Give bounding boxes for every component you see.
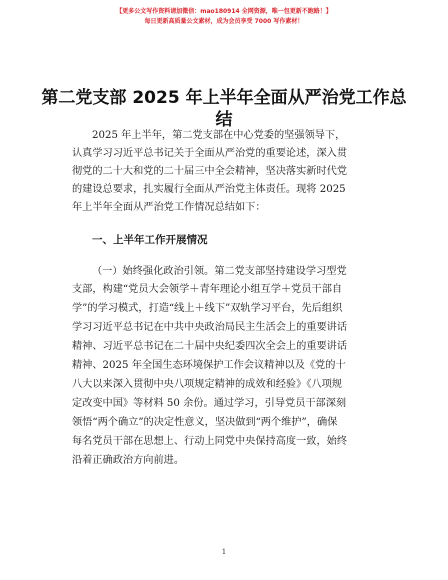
- body-line: 沿着正确政治方向前进。: [72, 455, 185, 466]
- body-line: 精神、习近平总书记在二十届中央纪委四次全会上的重要讲话: [72, 341, 348, 352]
- body-line: 2025 年上半年，第二党支部在中心党委的坚强领导下，: [92, 130, 346, 141]
- body-line: 学习习近平总书记在中共中央政治局民主生活会上的重要讲话: [72, 322, 348, 333]
- promo-banner-line-2: 每日更新高质量公文素材，成为会员享受 7000 写作素材！: [144, 18, 304, 25]
- body-line: 认真学习习近平总书记关于全面从严治党的重要论述，深入贯: [72, 148, 348, 159]
- body-line: 的建设总要求，扎实履行全面从严治党主体责任。现将 2025: [72, 184, 346, 195]
- body-line: 学”的学习模式，打造“线上＋线下”双轨学习平台，先后组织: [72, 303, 343, 314]
- body-line: 年上半年全面从严治党工作情况总结如下：: [72, 202, 266, 213]
- document-title-line-2: 结: [215, 110, 233, 130]
- body-line: 精神、2025 年全国生态环境保护工作会议精神以及《党的十: [72, 360, 346, 371]
- body-line: 每名党员干部在思想上、行动上同党中央保持高度一致，始终: [72, 436, 348, 447]
- body-line: 彻党的二十大和党的二十届三中全会精神，坚决落实新时代党: [72, 166, 348, 177]
- promo-banner-line-1: 【更多公文写作资料请加微信：mao180914 全网资源，唯一包更新不跑路！】: [116, 8, 332, 15]
- section-heading: 一、上半年工作开展情况: [92, 234, 208, 246]
- document-title-line-1: 第二党支部 2025 年上半年全面从严治党工作总: [41, 88, 407, 108]
- body-line: 八大以来深入贯彻中央八项规定精神的成效和经验》《八项规: [72, 379, 342, 390]
- body-line: （一）始终强化政治引领。第二党支部坚持建设学习型党: [92, 266, 347, 277]
- body-line: 领悟“两个确立”的决定性意义，坚决做到“两个维护”，确保: [72, 417, 338, 428]
- page-number: 1: [221, 548, 227, 556]
- body-line: 定改变中国》等材料 50 余份。通过学习，引导党员干部深刻: [72, 398, 347, 409]
- body-line: 支部，构建“党员大会领学＋青年理论小组互学＋党员干部自: [72, 284, 343, 295]
